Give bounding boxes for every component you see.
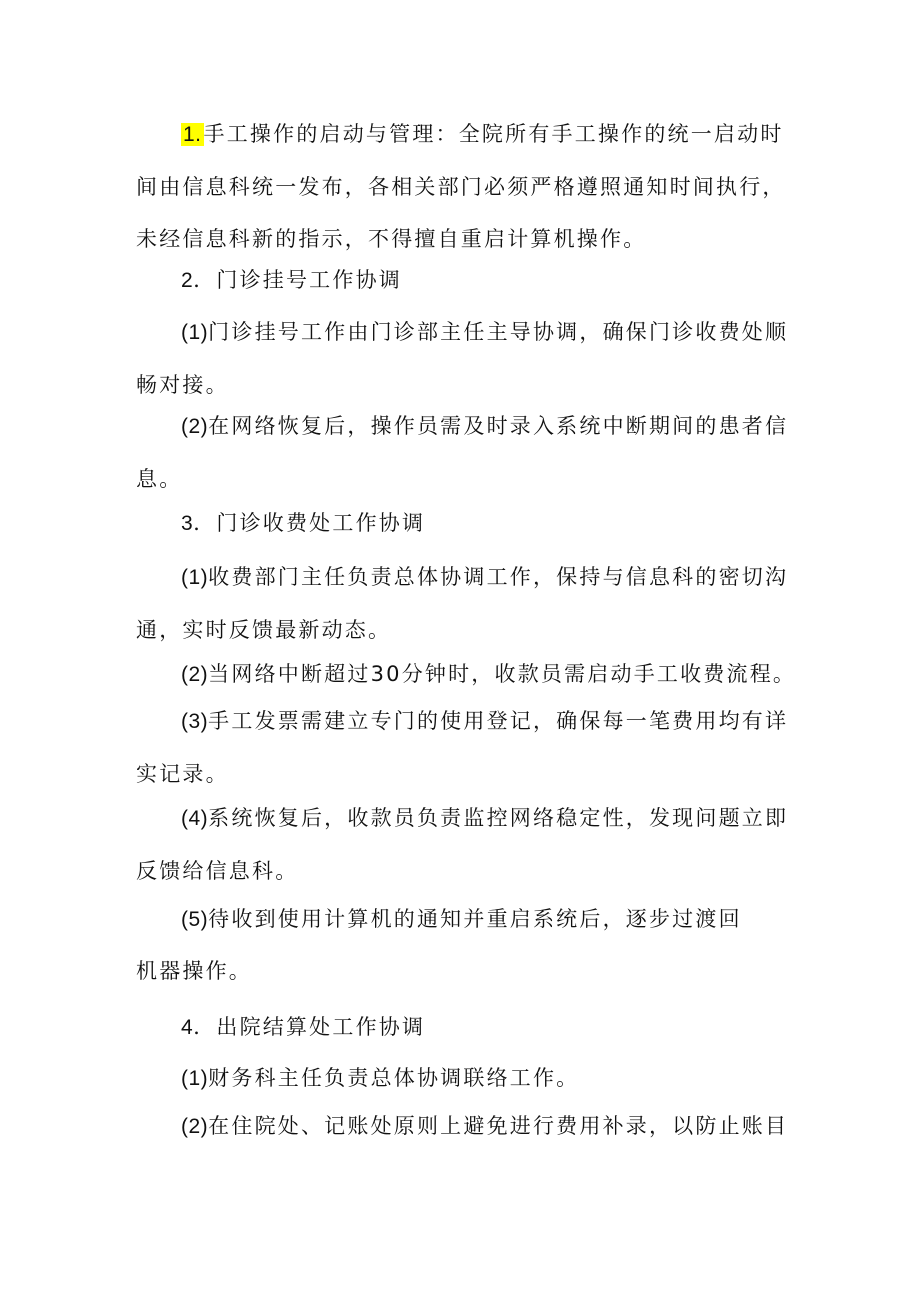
paragraph-text: 门诊挂号工作由门诊部主任主导协调，确保门诊收费处顺畅对接。 — [136, 320, 789, 397]
section-number: 2 — [181, 269, 194, 292]
section-number: 4 — [181, 1016, 194, 1039]
paragraph-text-line-1: 待收到使用计算机的通知并重启系统后，逐步过渡回 — [208, 907, 742, 931]
paragraph-text: 手工发票需建立专门的使用登记，确保每一笔费用均有详实记录。 — [136, 709, 789, 786]
item-number: (2) — [181, 1115, 209, 1138]
item-number: (1) — [181, 321, 209, 344]
section-heading-text: ．出院结算处工作协调 — [193, 1015, 426, 1039]
section-heading-3 — [136, 497, 796, 550]
item-number: (4) — [181, 807, 209, 830]
section-heading-4 — [136, 1001, 796, 1054]
item-number: (5) — [181, 908, 209, 931]
paragraph-text-line-2: 机器操作。 — [136, 959, 252, 983]
item-number: (1) — [181, 566, 209, 589]
paragraph-3-1 — [136, 551, 796, 656]
paragraph-3-5 — [136, 893, 796, 946]
paragraph-text: 在网络恢复后，操作员需及时录入系统中断期间的患者信息。 — [136, 414, 789, 491]
paragraph-text: 收费部门主任负责总体协调工作，保持与信息科的密切沟通，实时反馈最新动态。 — [136, 565, 789, 642]
paragraph-3-3 — [136, 695, 796, 800]
paragraph-3-4 — [136, 792, 796, 897]
item-number: (3) — [181, 710, 209, 733]
paragraph-text: 在住院处、记账处原则上避免进行费用补录，以防止账目 — [208, 1114, 789, 1138]
paragraph-text: 系统恢复后，收款员负责监控网络稳定性，发现问题立即反馈给信息科。 — [136, 806, 789, 883]
paragraph-text: 当网络中断超过30分钟时，收款员需启动手工收费流程。 — [208, 662, 797, 686]
paragraph-2-2 — [136, 400, 796, 505]
paragraph-4-2 — [136, 1100, 796, 1153]
paragraph-2-1 — [136, 306, 796, 411]
item-number: (2) — [181, 663, 209, 686]
section-heading-text: ．门诊收费处工作协调 — [193, 511, 426, 535]
section-number: 3 — [181, 512, 194, 535]
paragraph-1 — [136, 108, 796, 265]
paragraph-text: 手工操作的启动与管理：全院所有手工操作的统一启动时间由信息科统一发布，各相关部门必须严格遵照通知时间执行，未经信息科新的指示，不得擅自重启计算机操作。 — [136, 122, 786, 251]
paragraph-text: 财务科主任负责总体协调联络工作。 — [208, 1066, 580, 1090]
paragraph-3-2 — [136, 648, 796, 701]
section-number-highlighted: 1. — [183, 123, 202, 146]
item-number: (1) — [181, 1067, 209, 1090]
paragraph-3-5-continued — [136, 945, 796, 997]
item-number: (2) — [181, 415, 209, 438]
section-heading-2 — [136, 254, 796, 307]
paragraph-4-1 — [136, 1052, 796, 1105]
section-heading-text: ．门诊挂号工作协调 — [193, 268, 402, 292]
